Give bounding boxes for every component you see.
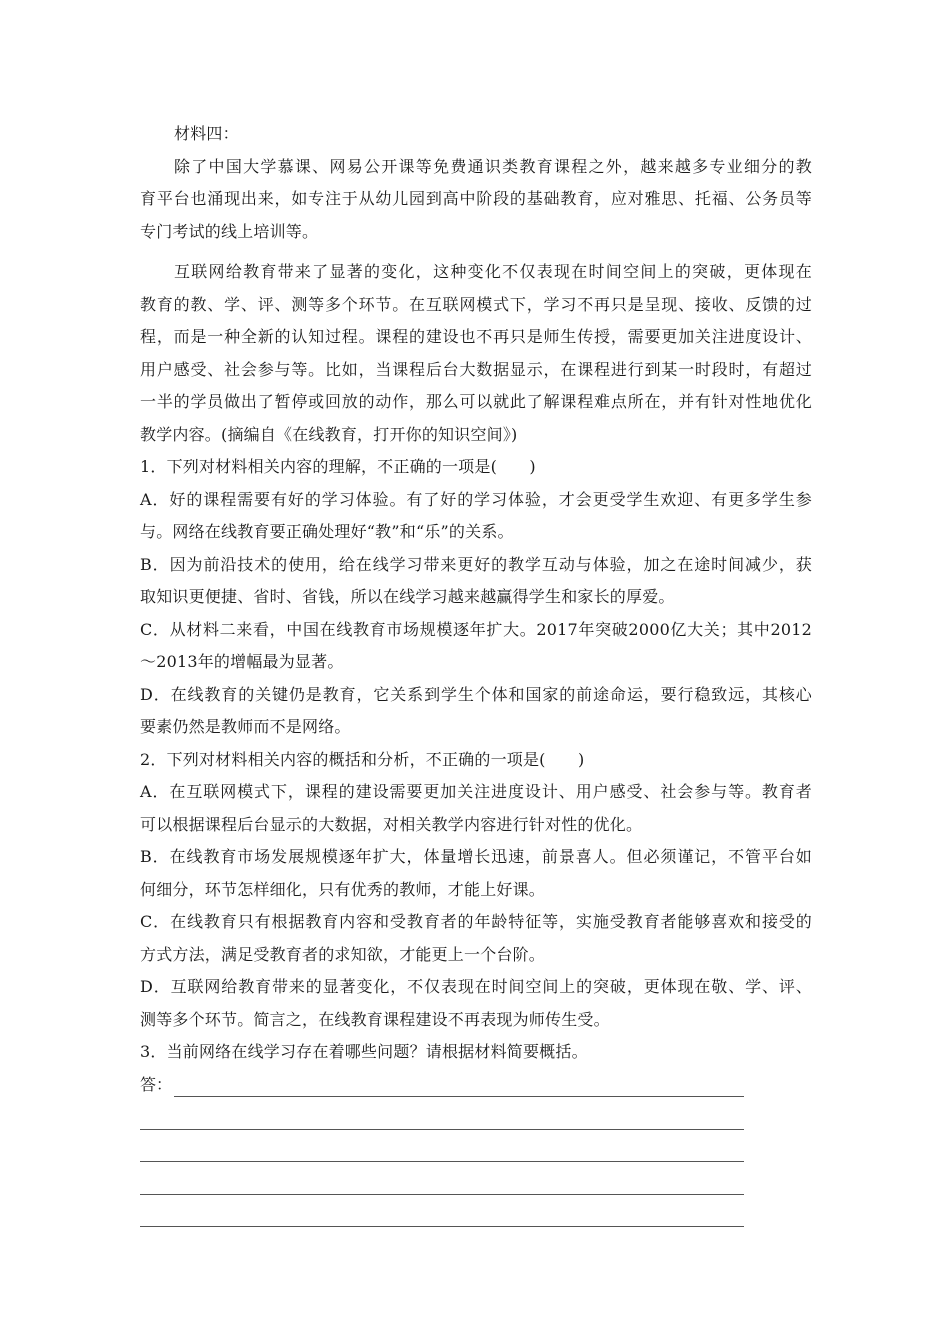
answer-line[interactable]: [140, 1129, 744, 1130]
question-1-option-b: 取知识更便捷、省时、省钱，所以在线学习越来越赢得学生和家长的厚爱。: [140, 587, 675, 606]
paragraph-gap: [140, 248, 812, 256]
question-2-option-c: C．在线教育只有根据教育内容和受教育者的年龄特征等，实施受教育者能够喜欢和接受的: [140, 912, 812, 931]
question-1-option-a: A．好的课程需要有好的学习体验。有了好的学习体验，才会更受学生欢迎、有更多学生参: [140, 489, 812, 509]
question-1-option-d: 要素仍然是教师而不是网络。: [140, 717, 351, 736]
paragraph-line: 一半的学员做出了暂停或回放的动作，那么可以就此了解课程难点所在，并有针对性地优化: [140, 392, 812, 411]
paragraph-line: 互联网给教育带来了显著的变化，这种变化不仅表现在时间空间上的突破，更体现在: [174, 262, 812, 281]
paragraph-line: 教学内容。(摘编自《在线教育，打开你的知识空间》): [140, 424, 518, 444]
answer-row: [140, 1166, 812, 1199]
answer-line[interactable]: [174, 1096, 744, 1097]
answer-row: [140, 1101, 812, 1134]
question-2-option-d: D．互联网给教育带来的显著变化，不仅表现在时间空间上的突破，更体现在敬、学、评、: [140, 977, 812, 996]
question-2: [140, 744, 812, 1037]
answer-row: [140, 1199, 812, 1232]
paragraph-line: 除了中国大学慕课、网易公开课等免费通识类教育课程之外，越来越多专业细分的教: [174, 156, 812, 176]
question-1-option-c: ～2013年的增幅最为显著。: [140, 652, 344, 671]
question-2-option-d: 测等多个环节。简言之，在线教育课程建设不再表现为师传生受。: [140, 1009, 610, 1029]
paragraph-line: 育平台也涌现出来，如专注于从幼儿园到高中阶段的基础教育，应对雅思、托福、公务员等: [140, 189, 812, 208]
material-heading: 材料四：: [174, 124, 239, 143]
question-1-option-c: C．从材料二来看，中国在线教育市场规模逐年扩大。2017年突破2000亿大关；其中2012: [140, 619, 812, 639]
answer-line[interactable]: [140, 1194, 744, 1195]
question-3: [140, 1036, 812, 1231]
question-2-option-c: 方式方法，满足受教育者的求知欲，才能更上一个台阶。: [140, 944, 546, 964]
document-page: [140, 118, 812, 1231]
question-1-option-b: B．因为前沿技术的使用，给在线学习带来更好的教学互动与体验，加之在途时间减少，获: [140, 554, 812, 574]
paragraph-line: 用户感受、社会参与等。比如，当课程后台大数据显示，在课程进行到某一时段时，有超过: [140, 359, 812, 379]
question-2-option-b: B．在线教育市场发展规模逐年扩大，体量增长迅速，前景喜人。但必须谨记，不管平台如: [140, 847, 812, 866]
question-2-option-a: 可以根据课程后台显示的大数据，对相关教学内容进行针对性的优化。: [140, 814, 643, 834]
answer-row: [140, 1134, 812, 1167]
paragraph-line: 程，而是一种全新的认知过程。课程的建设也不再只是师生传授，需要更加关注进度设计、: [140, 327, 812, 346]
question-1-option-a: 与。网络在线教育要正确处理好“教”和“乐”的关系。: [140, 522, 514, 541]
question-2-option-a: A．在互联网模式下，课程的建设需要更加关注进度设计、用户感受、社会参与等。教育者: [140, 782, 812, 801]
answer-line[interactable]: [140, 1226, 744, 1227]
answer-line[interactable]: [140, 1161, 744, 1162]
material-paragraph-1: [140, 151, 812, 249]
question-2-option-b: 何细分，环节怎样细化，只有优秀的教师，才能上好课。: [140, 879, 546, 899]
question-1-option-d: D．在线教育的关键仍是教育，它关系到学生个体和国家的前途命运，要行稳致远，其核心: [140, 684, 812, 704]
question-1-stem: 1．下列对材料相关内容的理解，不正确的一项是( ): [140, 457, 536, 476]
paragraph-line: 教育的教、学、评、测等多个环节。在互联网模式下，学习不再只是呈现、接收、反馈的过: [140, 294, 812, 314]
paragraph-line: 专门考试的线上培训等。: [140, 221, 319, 241]
question-3-stem: 3．当前网络在线学习存在着哪些问题？请根据材料简要概括。: [140, 1042, 588, 1061]
question-1: [140, 451, 812, 744]
question-2-stem: 2．下列对材料相关内容的概括和分析，不正确的一项是( ): [140, 749, 585, 769]
material-paragraph-2: [140, 256, 812, 451]
answer-row: [140, 1069, 812, 1102]
answer-label: 答：: [140, 1074, 173, 1094]
